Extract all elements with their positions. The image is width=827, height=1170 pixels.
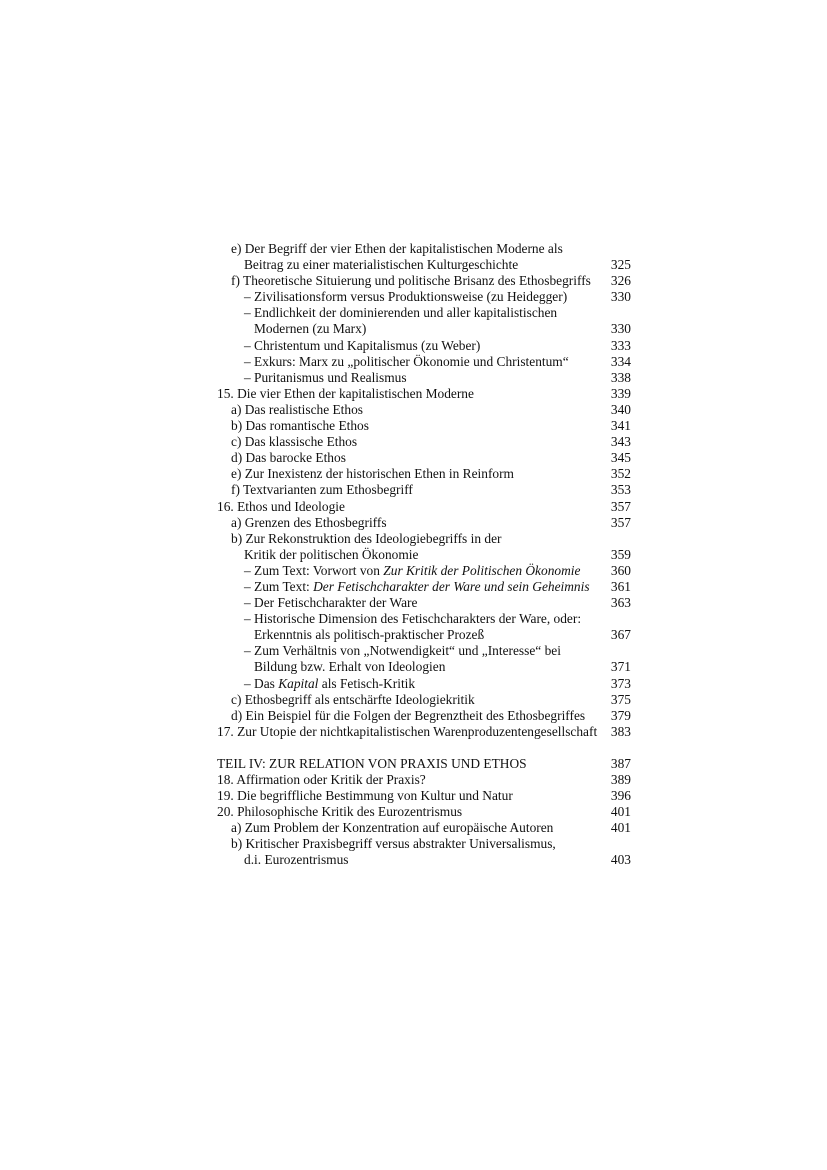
toc-entry-text: 15. Die vier Ethen der kapitalistischen Moderne	[217, 385, 474, 401]
toc-page-number: 396	[610, 788, 631, 804]
toc-entry-text: c) Ethosbegriff als entschärfte Ideologiekritik	[231, 691, 475, 707]
toc-page-number: 371	[610, 659, 631, 675]
toc-entry-text: Kritik der politischen Ökonomie	[244, 546, 419, 562]
toc-entry-text: b) Das romantische Ethos	[231, 418, 369, 434]
toc-entry-continuation	[217, 321, 631, 337]
toc-entry-text: Modernen (zu Marx)	[254, 321, 367, 337]
toc-page-number: 403	[610, 852, 631, 868]
toc-entry-text: – Zum Verhältnis von „Notwendigkeit“ und „Interesse“ bei	[244, 643, 561, 659]
toc-entry	[217, 579, 631, 595]
toc-entry-text: Beitrag zu einer materialistischen Kulturgeschichte	[244, 257, 519, 273]
toc-page-number: 343	[610, 434, 631, 450]
toc-entry	[217, 241, 631, 257]
toc-entry	[217, 418, 631, 434]
toc-entry-text: Bildung bzw. Erhalt von Ideologien	[254, 659, 446, 675]
toc-entry	[217, 434, 631, 450]
toc-entry	[217, 402, 631, 418]
toc-page-number: 334	[610, 353, 631, 369]
toc-entry	[217, 289, 631, 305]
toc-entry-text: 20. Philosophische Kritik des Eurozentrismus	[217, 804, 463, 820]
toc-entry-text: 16. Ethos und Ideologie	[217, 498, 345, 514]
toc-entry-text: 18. Affirmation oder Kritik der Praxis?	[217, 772, 426, 787]
toc-entry-text: – Christentum und Kapitalismus (zu Weber)	[244, 337, 481, 353]
toc-page-number: 367	[610, 627, 631, 643]
toc-page-number: 383	[610, 723, 631, 739]
toc-text-part: – Zum Text: Vorwort von	[244, 562, 384, 578]
toc-entry	[217, 676, 631, 692]
toc-text-part: – Das	[244, 675, 279, 691]
toc-entry-text: c) Das klassische Ethos	[231, 434, 358, 450]
toc-entry-text: – Zivilisationsform versus Produktionsweise (zu Heidegger)	[244, 289, 568, 305]
toc-text-italic: Zur Kritik der Politischen Ökonomie	[383, 562, 581, 578]
toc-page-number: 357	[610, 514, 631, 530]
toc-chapter	[217, 499, 631, 515]
toc-page-number: 379	[610, 707, 631, 723]
table-of-contents	[217, 241, 631, 869]
toc-chapter	[217, 772, 631, 788]
toc-entry	[217, 338, 631, 354]
toc-entry-text: b) Zur Rekonstruktion des Ideologiebegriffs in der	[231, 530, 502, 546]
toc-entry	[217, 595, 631, 611]
toc-entry	[217, 482, 631, 498]
toc-entry	[217, 370, 631, 386]
toc-entry-text: 17. Zur Utopie der nichtkapitalistischen Warenproduzentengesellschaft	[217, 723, 598, 739]
toc-entry-text: – Historische Dimension des Fetischcharakters der Ware, oder:	[244, 611, 582, 627]
toc-entry-text	[244, 563, 603, 579]
toc-page-number: 373	[610, 675, 631, 691]
toc-entry-text: d) Das barocke Ethos	[231, 450, 346, 466]
toc-entry-text	[244, 579, 603, 595]
toc-entry	[217, 692, 631, 708]
toc-entry	[217, 820, 631, 836]
toc-entry-text: – Endlichkeit der dominierenden und aller kapitalistischen	[244, 305, 558, 321]
toc-text-italic: Der Fetischcharakter der Ware und sein Geheimnis	[313, 578, 590, 594]
toc-entry-text: a) Grenzen des Ethosbegriffs	[231, 514, 387, 530]
toc-page-number: 401	[610, 804, 631, 820]
toc-chapter	[217, 788, 631, 804]
toc-page-number: 325	[610, 257, 631, 273]
toc-entry-text: a) Das realistische Ethos	[231, 401, 364, 417]
toc-page-number: 389	[610, 772, 631, 787]
toc-page-number: 387	[610, 755, 631, 771]
toc-entry-text: TEIL IV: ZUR RELATION VON PRAXIS UND ETHOS	[217, 755, 527, 771]
toc-page-number: 401	[610, 820, 631, 836]
toc-entry-text: – Der Fetischcharakter der Ware	[244, 595, 418, 611]
toc-chapter	[217, 724, 631, 740]
toc-page-number: 352	[610, 466, 631, 482]
toc-entry	[217, 305, 631, 321]
toc-page-number: 345	[610, 450, 631, 466]
toc-entry	[217, 836, 631, 852]
toc-entry-continuation	[217, 547, 631, 563]
toc-text-italic: Kapital	[278, 675, 319, 691]
toc-page-number: 333	[610, 337, 631, 353]
toc-entry-text: b) Kritischer Praxisbegriff versus abstrakter Universalismus,	[231, 836, 556, 852]
toc-entry	[217, 515, 631, 531]
toc-entry	[217, 273, 631, 289]
toc-entry-continuation	[217, 852, 631, 868]
toc-page-number: 338	[610, 369, 631, 385]
toc-page-number: 330	[610, 289, 631, 305]
toc-page-number: 326	[610, 273, 631, 289]
toc-entry-text: 19. Die begriffliche Bestimmung von Kultur und Natur	[217, 788, 513, 804]
toc-page-number: 357	[610, 498, 631, 514]
toc-entry	[217, 708, 631, 724]
toc-entry-text: f) Theoretische Situierung und politische Brisanz des Ethosbegriffs	[231, 273, 591, 289]
toc-page-number: 353	[610, 482, 631, 498]
toc-page-number: 330	[610, 321, 631, 337]
toc-page-number: 361	[610, 578, 631, 594]
toc-entry	[217, 611, 631, 627]
toc-entry-text: Erkenntnis als politisch-praktischer Prozeß	[254, 627, 485, 643]
toc-page-number: 341	[610, 418, 631, 434]
toc-text-part: als Fetisch-Kritik	[318, 675, 416, 691]
toc-entry-text	[244, 676, 603, 692]
toc-entry	[217, 466, 631, 482]
toc-entry-text: a) Zum Problem der Konzentration auf europäische Autoren	[231, 820, 554, 836]
toc-entry-text: – Puritanismus und Realismus	[244, 369, 407, 385]
toc-entry	[217, 531, 631, 547]
toc-page-number: 375	[610, 691, 631, 707]
toc-entry-text: d) Ein Beispiel für die Folgen der Begrenztheit des Ethosbegriffes	[231, 707, 586, 723]
toc-part-heading	[217, 756, 631, 772]
toc-text-part: – Zum Text:	[244, 578, 314, 594]
toc-entry	[217, 563, 631, 579]
toc-entry-text: d.i. Eurozentrismus	[244, 852, 349, 868]
toc-entry-continuation	[217, 659, 631, 675]
toc-entry-text: e) Zur Inexistenz der historischen Ethen in Reinform	[231, 466, 514, 482]
toc-entry	[217, 354, 631, 370]
toc-entry-continuation	[217, 257, 631, 273]
toc-page-number: 339	[610, 385, 631, 401]
toc-entry-text: e) Der Begriff der vier Ethen der kapitalistischen Moderne als	[231, 241, 563, 256]
toc-entry-continuation	[217, 627, 631, 643]
toc-chapter	[217, 804, 631, 820]
toc-entry-text: – Exkurs: Marx zu „politischer Ökonomie und Christentum“	[244, 353, 569, 369]
toc-page-number: 360	[610, 562, 631, 578]
toc-page-number: 340	[610, 401, 631, 417]
toc-entry-text: f) Textvarianten zum Ethosbegriff	[231, 482, 413, 498]
toc-page-number: 363	[610, 595, 631, 611]
toc-chapter	[217, 386, 631, 402]
toc-page-number: 359	[610, 546, 631, 562]
toc-entry	[217, 450, 631, 466]
toc-entry	[217, 643, 631, 659]
